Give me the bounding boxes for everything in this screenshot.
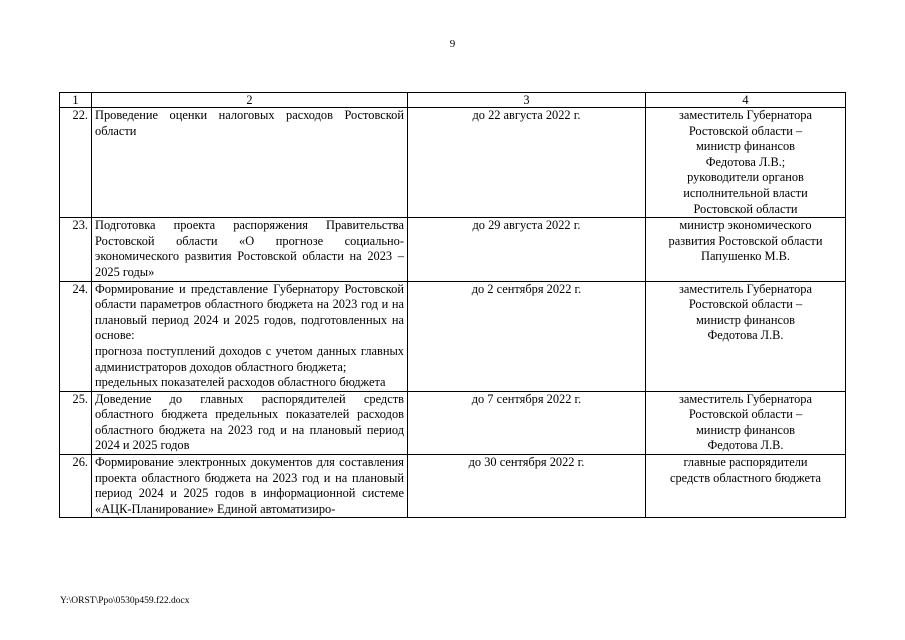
activity-description: Подготовка проекта распоряжения Правительства Ростовской области «О прогнозе социально-экономического развития Ростовской области на 2023 – 2025 годы» (92, 218, 408, 281)
activity-description: Формирование электронных документов для составления проекта областного бюджета на 2023 год и на плановый период 2024 и 2025 годов в информационной системе «АЦК-Планирование» Единой автоматизиро- (92, 455, 408, 518)
responsible-line: министр финансов (695, 422, 796, 437)
row-number: 24. (60, 281, 92, 391)
responsible-line: Папушенко М.В. (701, 249, 790, 264)
responsible-line: Ростовской области – (688, 123, 803, 138)
deadline-cell: до 22 августа 2022 г. (408, 108, 646, 218)
row-number: 25. (60, 391, 92, 454)
row-number: 23. (60, 218, 92, 281)
responsible-line: Федотова Л.В.; (705, 154, 786, 169)
column-header: 4 (646, 93, 846, 108)
activity-description: Формирование и представление Губернатору Ростовской области параметров областного бюджета на 2023 год и на плановый период 2024 и 2025 годов, подготовленных на основе: (95, 281, 404, 343)
activity-description-item: предельных показателей расходов областного бюджета (95, 375, 386, 390)
responsible-line: заместитель Губернатора (679, 108, 812, 122)
row-number: 22. (60, 108, 92, 218)
page-number: 9 (449, 38, 456, 50)
responsible-line: Федотова Л.В. (707, 328, 784, 343)
table-row (60, 281, 846, 391)
activity-description-cell (92, 281, 408, 391)
activity-description-item: прогноза поступлений доходов с учетом данных главных администраторов доходов областного бюджета; (95, 343, 404, 374)
responsible-line: Федотова Л.В. (707, 438, 784, 453)
responsible-cell (646, 455, 846, 518)
responsible-line: Ростовской области (693, 201, 798, 216)
responsible-line: Ростовской области – (688, 407, 803, 422)
column-header: 1 (60, 93, 92, 108)
deadline-cell: до 2 сентября 2022 г. (408, 281, 646, 391)
deadline-cell: до 7 сентября 2022 г. (408, 391, 646, 454)
deadline-cell: до 29 августа 2022 г. (408, 218, 646, 281)
table-row (60, 391, 846, 454)
activity-description: Доведение до главных распорядителей средств областного бюджета предельных показателей расходов областного бюджета на 2023 год и на плановый период 2024 и 2025 годов (92, 391, 408, 454)
table-header-row (60, 93, 846, 108)
table-row (60, 108, 846, 218)
responsible-line: заместитель Губернатора (679, 281, 812, 296)
responsible-line: главные распорядители (683, 455, 808, 470)
document-file-path: Y:\ORST\Ppo\0530p459.f22.docx (60, 596, 190, 606)
responsible-line: исполнительной власти (683, 185, 808, 200)
responsible-line: Ростовской области – (688, 297, 803, 312)
responsible-line: руководители органов (687, 170, 804, 185)
responsible-line: министр экономического (679, 218, 812, 233)
column-header: 3 (408, 93, 646, 108)
responsible-cell (646, 218, 846, 281)
schedule-table (59, 92, 846, 518)
column-header: 2 (92, 93, 408, 108)
responsible-cell (646, 281, 846, 391)
responsible-line: средств областного бюджета (669, 470, 822, 485)
responsible-line: развития Ростовской области (668, 233, 823, 248)
row-number: 26. (60, 455, 92, 518)
responsible-cell (646, 108, 846, 218)
activity-description: Проведение оценки налоговых расходов Ростовской области (92, 108, 408, 218)
table-row (60, 218, 846, 281)
deadline-cell: до 30 сентября 2022 г. (408, 455, 646, 518)
responsible-line: заместитель Губернатора (679, 391, 812, 406)
responsible-line: министр финансов (695, 139, 796, 154)
responsible-cell (646, 391, 846, 454)
responsible-line: министр финансов (695, 312, 796, 327)
table-row (60, 455, 846, 518)
